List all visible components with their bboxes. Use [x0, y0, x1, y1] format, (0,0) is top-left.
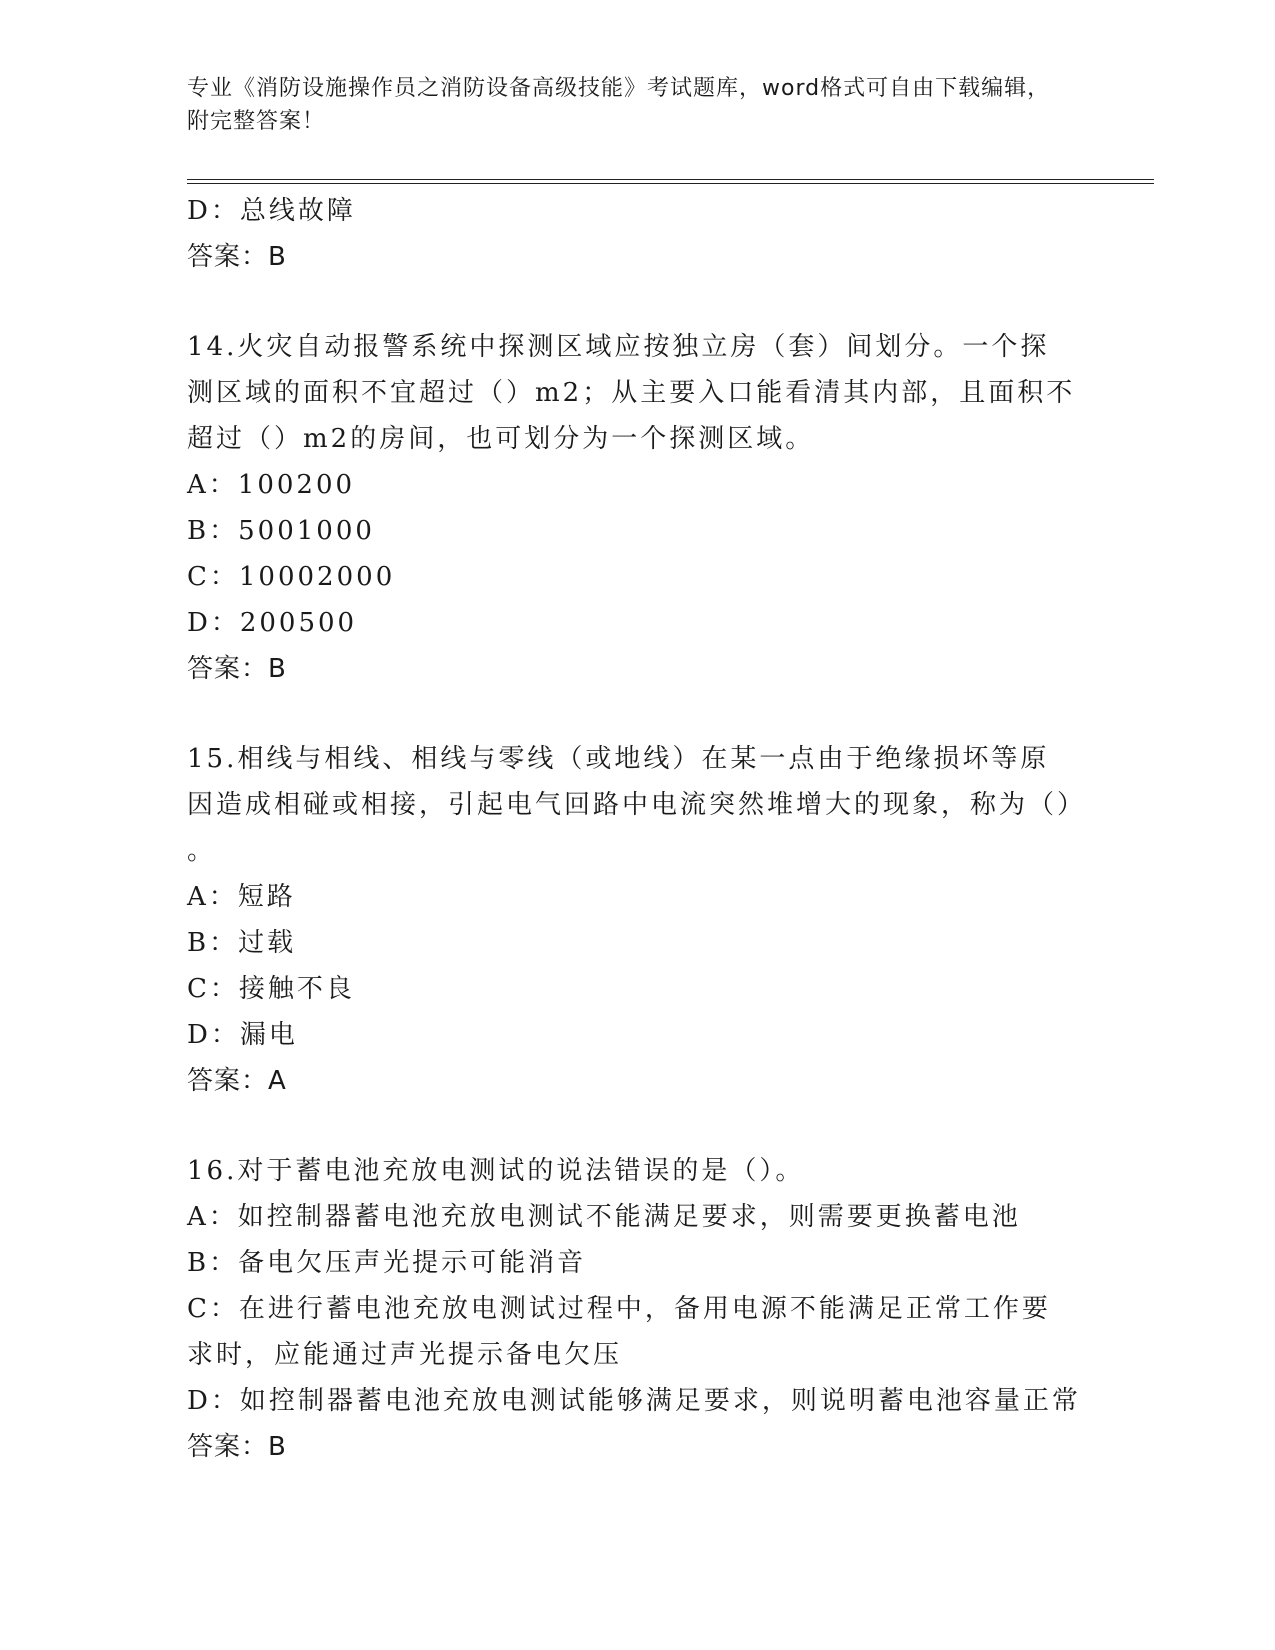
question-15-option-b: B：过载 [187, 928, 297, 958]
question-15-option-c: C：接触不良 [187, 974, 355, 1004]
prev-answer: 答案：B [187, 242, 287, 272]
question-15-text: 15.相线与相线、相线与零线（或地线）在某一点由于绝缘损坏等原因造成相碰或相接，引起电气回路中电流突然堆增大的现象，称为（） [187, 744, 1087, 820]
question-15-text-tail: 。 [187, 836, 217, 866]
question-16-option-b: B：备电欠压声光提示可能消音 [187, 1248, 587, 1278]
question-14-option-a: A：100200 [187, 470, 356, 500]
question-14-option-c: C：10002000 [187, 562, 396, 592]
question-16-option-a: A：如控制器蓄电池充放电测试不能满足要求，则需要更换蓄电池 [187, 1202, 1021, 1232]
header-rule-top [187, 179, 1154, 180]
question-15-option-a: A：短路 [187, 882, 296, 912]
question-16-option-d: D：如控制器蓄电池充放电测试能够满足要求，则说明蓄电池容量正常 [187, 1386, 1081, 1416]
question-14-text: 14.火灾自动报警系统中探测区域应按独立房（套）间划分。一个探测区域的面积不宜超过（）m2；从主要入口能看清其内部，且面积不超过（）m2的房间，也可划分为一个探测区域。 [187, 332, 1076, 454]
question-14-option-d: D：200500 [187, 608, 358, 638]
prev-option-d: D：总线故障 [187, 196, 356, 226]
document-header [187, 72, 1067, 138]
question-15-answer: 答案：A [187, 1066, 287, 1096]
question-content [187, 188, 1087, 1470]
header-rule-bottom [187, 183, 1154, 184]
question-14-option-b: B：5001000 [187, 516, 375, 546]
question-16-option-c: C：在进行蓄电池充放电测试过程中，备用电源不能满足正常工作要求时，应能通过声光提示备电欠压 [187, 1294, 1051, 1370]
header-title: 专业《消防设施操作员之消防设备高级技能》考试题库，word格式可自由下载编辑，附完整答案！ [187, 76, 1051, 134]
question-14-answer: 答案：B [187, 654, 287, 684]
question-15-option-d: D：漏电 [187, 1020, 298, 1050]
question-16-answer: 答案：B [187, 1432, 287, 1462]
question-16-text: 16.对于蓄电池充放电测试的说法错误的是（）。 [187, 1156, 805, 1186]
